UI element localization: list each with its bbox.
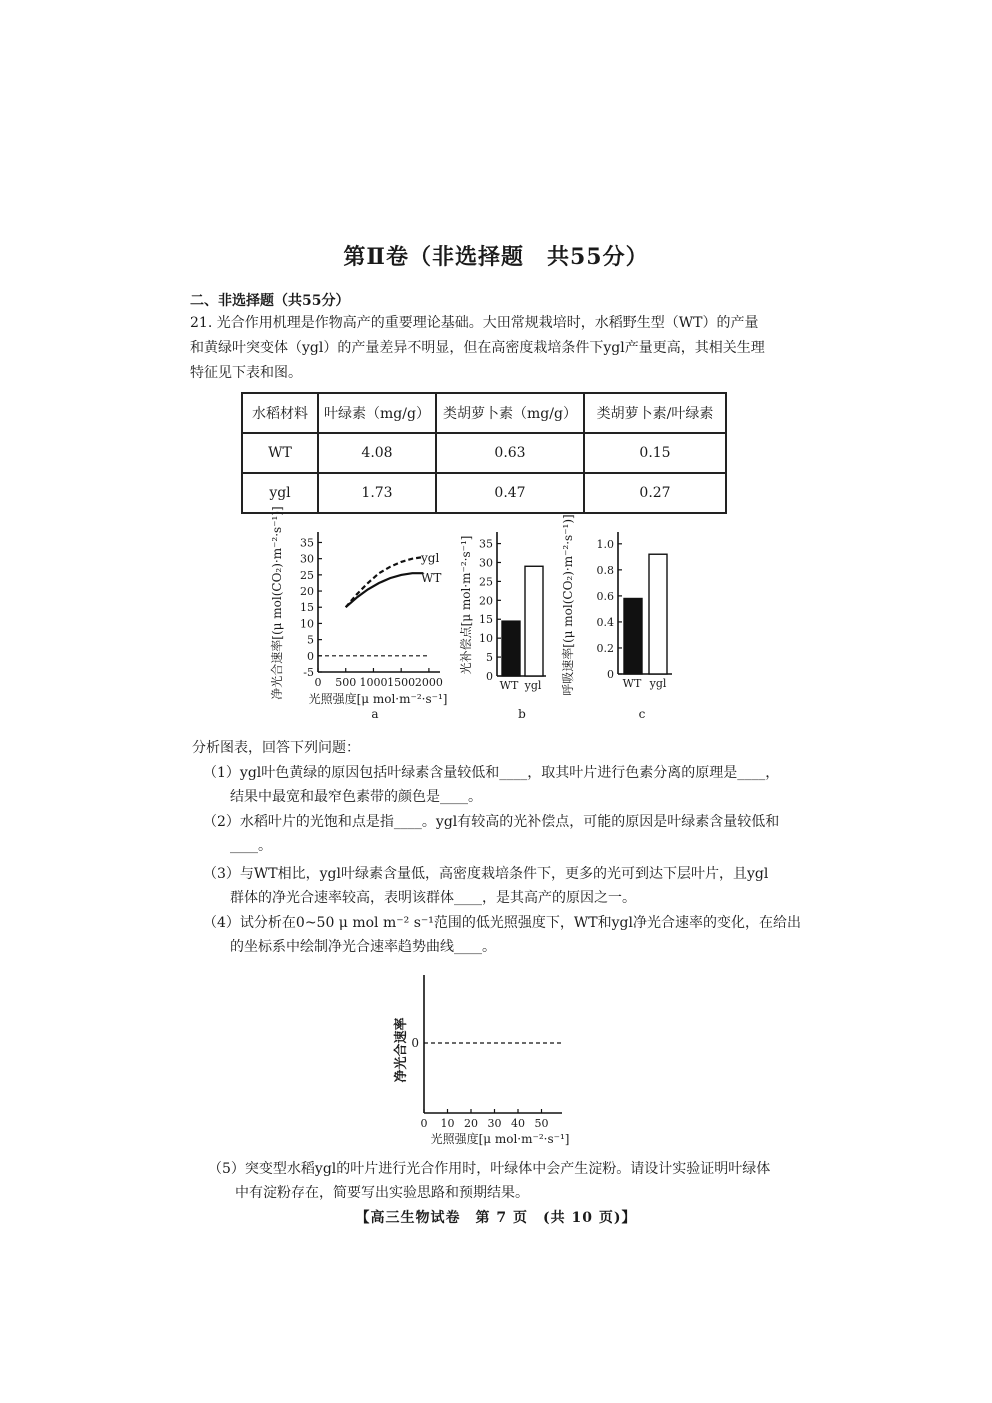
intro-line: 和黄绿叶突变体（ygl）的产量差异不明显，但在高密度栽培条件下ygl产量更高，其相关生理 (190, 340, 765, 356)
chart-a-xtick-label: 2000 (414, 676, 443, 689)
answer-y-zero: 0 (411, 1036, 419, 1050)
question-line: （1）ygl叶色黄绿的原因包括叶绿素含量较低和____，取其叶片进行色素分离的原理是____， (203, 765, 780, 781)
intro-line: 特征见下表和图。 (190, 365, 302, 381)
chart-b-label: b (518, 707, 526, 721)
answer-xtick-label: 0 (420, 1117, 428, 1130)
answer-ylabel: 净光合速率 (394, 1017, 409, 1083)
chart-b-ytick-label: 20 (479, 594, 493, 608)
chart-a-xtick-label: 1000 (359, 676, 388, 689)
question-line: ____。 (230, 838, 272, 854)
chart-a-ytick-label: 20 (300, 585, 314, 599)
table-cell: WT (242, 433, 318, 473)
chart-a-ytick-label: 30 (300, 552, 314, 566)
table-cell: 0.27 (584, 473, 726, 513)
question-2 (203, 810, 779, 858)
bar-ygl (649, 554, 667, 674)
question-3 (203, 862, 768, 910)
chart-a-ytick-label: 10 (300, 617, 314, 631)
chart-c-cat-wt: WT (622, 677, 642, 690)
question-1 (203, 761, 779, 809)
chart-a-ylabel: 净光合速率[(μ mol(CO₂)·m⁻²·s⁻¹)] (270, 506, 284, 700)
chart-b-ytick-label: 25 (479, 575, 493, 589)
chart-b-ylabel: 光补偿点[μ mol·m⁻²·s⁻¹] (459, 535, 473, 675)
question-line: 中有淀粉存在，简要写出实验思路和预期结果。 (235, 1185, 529, 1201)
chart-a-ytick-label: -5 (303, 666, 314, 679)
question-line: （4）试分析在0~50 μ mol m⁻² s⁻¹范围的低光照强度下，WT和ygl净光合速率的变化，在给出 (203, 915, 801, 931)
table-cell: 0.47 (436, 473, 584, 513)
chart-c-ytick-label: 0.2 (596, 641, 614, 655)
chart-a-ytick-label: 0 (307, 649, 314, 663)
chart-b-ytick-label: 0 (486, 670, 493, 683)
answer-xtick-label: 50 (534, 1117, 549, 1130)
answer-axes (393, 975, 569, 1146)
chart-a-ytick-label: 35 (300, 536, 314, 550)
answer-xtick-label: 40 (511, 1117, 525, 1130)
table-cell: 0.15 (584, 433, 726, 473)
intro-line: 21. 光合作用机理是作物高产的重要理论基础。大田常规栽培时，水稻野生型（WT）的产量 (190, 315, 759, 331)
table-cell: 1.73 (318, 473, 436, 513)
chart-c-ytick-label: 0.6 (596, 589, 614, 603)
chart-c-ytick-label: 0 (607, 668, 614, 681)
chart-c (560, 514, 672, 721)
table-header: 叶绿素（mg/g） (318, 393, 436, 433)
question-4 (203, 911, 801, 959)
bar-ygl (525, 566, 543, 676)
series-ygl-line (346, 557, 424, 607)
answer-xtick-label: 20 (464, 1117, 478, 1130)
chart-a-xtick-label: 500 (335, 676, 357, 689)
section-heading: 二、非选择题（共55分） (190, 293, 350, 309)
chart-c-ytick-label: 0.4 (596, 615, 614, 629)
chart-a (269, 506, 447, 721)
chart-c-cat-ygl: ygl (649, 677, 667, 690)
chart-a-ytick-label: 5 (307, 633, 314, 647)
chart-a-xlabel: 光照强度[μ mol·m⁻²·s⁻¹] (308, 692, 448, 706)
question-5 (208, 1157, 770, 1205)
answer-xlabel: 光照强度[μ mol·m⁻²·s⁻¹] (430, 1132, 570, 1146)
table-header: 类胡萝卜素/叶绿素 (584, 393, 726, 433)
series-wt-line (346, 573, 424, 607)
chart-b-cat-ygl: ygl (524, 679, 542, 692)
chart-b-ytick-label: 15 (479, 613, 493, 627)
chart-b-ytick-label: 5 (486, 651, 493, 665)
answer-xtick-label: 10 (440, 1117, 455, 1130)
analysis-prompt: 分析图表，回答下列问题： (192, 740, 360, 756)
question-line: （5）突变型水稻ygl的叶片进行光合作用时，叶绿体中会产生淀粉。请设计实验证明叶绿体 (208, 1161, 771, 1177)
chart-c-ylabel: 呼吸速率[(μ mol(CO₂)·m⁻²·s⁻¹)] (561, 514, 575, 696)
bar-wt (502, 621, 520, 676)
question-line: （3）与WT相比，ygl叶绿素含量低，高密度栽培条件下，更多的光可到达下层叶片，且ygl (203, 866, 769, 882)
answer-xtick-label: 30 (487, 1117, 502, 1130)
chart-b-ytick-label: 35 (479, 537, 493, 551)
chart-b (458, 532, 546, 721)
question-line: 的坐标系中绘制净光合速率趋势曲线____。 (230, 939, 496, 955)
chart-c-ytick-label: 1.0 (596, 537, 614, 551)
chart-a-ytick-label: 15 (300, 601, 314, 615)
chart-a-xtick-label: 1500 (387, 676, 416, 689)
page-footer: 【高三生物试卷 第 7 页 (共 10 页)】 (355, 1210, 637, 1226)
chart-a-ytick-label: 25 (300, 568, 314, 582)
series-ygl-label: ygl (421, 551, 440, 565)
bar-wt (624, 598, 642, 674)
part-title: 第Ⅱ卷（非选择题 共55分） (343, 244, 649, 270)
chart-b-ytick-label: 30 (479, 556, 493, 570)
series-wt-label: WT (421, 571, 442, 585)
table-cell: 4.08 (318, 433, 436, 473)
table-cell: ygl (242, 473, 318, 513)
question-line: 结果中最宽和最窄色素带的颜色是____。 (230, 789, 482, 805)
table-header: 水稻材料 (242, 393, 318, 433)
table-cell: 0.63 (436, 433, 584, 473)
chart-c-ytick-label: 0.8 (596, 563, 614, 577)
chart-b-cat-wt: WT (499, 679, 519, 692)
chart-a-xtick-label: 0 (314, 676, 322, 689)
question-line: （2）水稻叶片的光饱和点是指____。ygl有较高的光补偿点，可能的原因是叶绿素含量较低和 (203, 814, 780, 830)
chart-b-ytick-label: 10 (479, 632, 493, 646)
table-header: 类胡萝卜素（mg/g） (436, 393, 584, 433)
question-line: 群体的净光合速率较高，表明该群体____，是其高产的原因之一。 (230, 890, 636, 906)
chart-a-label: a (371, 707, 379, 721)
chart-c-label: c (638, 707, 646, 721)
